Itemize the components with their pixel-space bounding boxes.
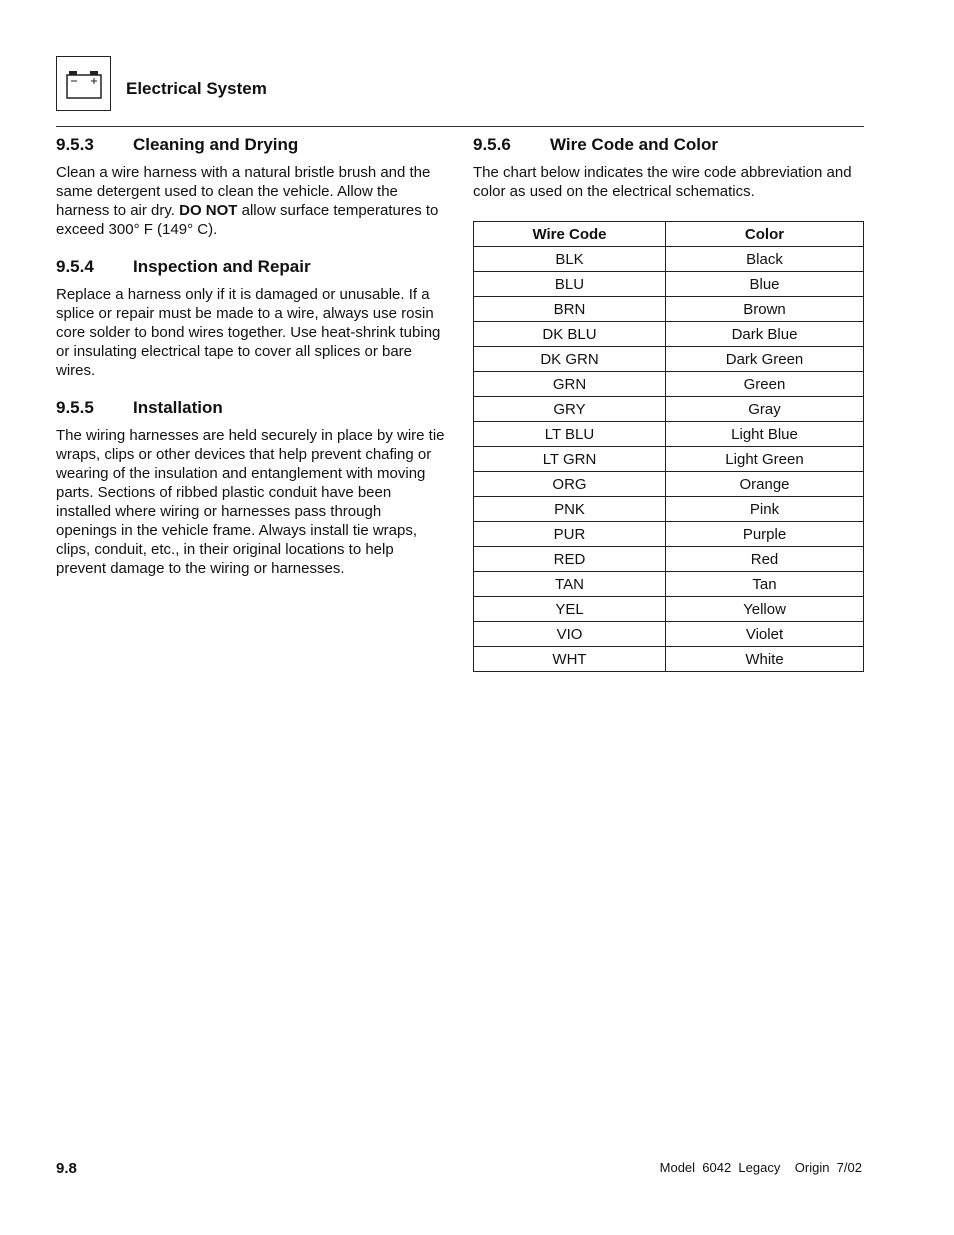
- color-cell: Light Blue: [666, 422, 864, 447]
- color-cell: Violet: [666, 622, 864, 647]
- section-body-cleaning: [56, 163, 446, 239]
- right-column: [473, 135, 865, 672]
- table-row: [474, 472, 864, 497]
- table-row: [474, 622, 864, 647]
- battery-icon-box: [56, 56, 111, 111]
- body-text: Clean a wire harness with a natural bristle brush and the same detergent used to clean the vehicle. Allow the harness to air dry.: [56, 164, 431, 219]
- emphasis-text: DO NOT: [179, 202, 238, 219]
- table-row: [474, 497, 864, 522]
- table-row: [474, 372, 864, 397]
- color-cell: Light Green: [666, 447, 864, 472]
- wire-code-table: [473, 221, 864, 672]
- wire-code-cell: GRN: [474, 372, 666, 397]
- wire-code-cell: YEL: [474, 597, 666, 622]
- body-text: allow surface temperatures to exceed 300° F (149° C).: [56, 202, 439, 238]
- section-number: 9.5.5: [56, 398, 94, 417]
- section-number: 9.5.4: [56, 257, 94, 276]
- footer-model-info: Model 6042 Legacy Origin 7/02: [659, 1160, 862, 1175]
- table-row: [474, 447, 864, 472]
- table-row: [474, 272, 864, 297]
- wire-code-cell: DK BLU: [474, 322, 666, 347]
- color-cell: Red: [666, 547, 864, 572]
- section-number: 9.5.3: [56, 135, 94, 154]
- wire-code-cell: WHT: [474, 647, 666, 672]
- table-row: [474, 572, 864, 597]
- table-row: [474, 422, 864, 447]
- color-cell: Dark Green: [666, 347, 864, 372]
- wire-code-cell: BLU: [474, 272, 666, 297]
- color-cell: Orange: [666, 472, 864, 497]
- color-cell: Pink: [666, 497, 864, 522]
- color-cell: Blue: [666, 272, 864, 297]
- table-row: [474, 347, 864, 372]
- section-heading-wirecode: [473, 135, 865, 155]
- section-body-wirecode: The chart below indicates the wire code abbreviation and color as used on the electrical schematics.: [473, 164, 852, 200]
- table-row: [474, 522, 864, 547]
- color-cell: Brown: [666, 297, 864, 322]
- column-header-color: Color: [666, 222, 864, 247]
- battery-icon: [66, 71, 102, 99]
- table-header-row: [474, 222, 864, 247]
- section-title: Installation: [133, 398, 223, 417]
- table-row: [474, 547, 864, 572]
- section-title: Cleaning and Drying: [133, 135, 299, 154]
- wire-code-cell: LT BLU: [474, 422, 666, 447]
- wire-code-cell: LT GRN: [474, 447, 666, 472]
- table-row: [474, 247, 864, 272]
- wire-code-cell: RED: [474, 547, 666, 572]
- table-row: [474, 647, 864, 672]
- table-row: [474, 322, 864, 347]
- wire-code-cell: PNK: [474, 497, 666, 522]
- color-cell: White: [666, 647, 864, 672]
- section-body-inspection: Replace a harness only if it is damaged or unusable. If a splice or repair must be made to a wire, always use rosin core solder to bond wires together. Use heat-shrink tubing or insulating electrical tape to cover all splices or bare wires.: [56, 286, 441, 379]
- section-number: 9.5.6: [473, 135, 511, 154]
- left-column: [56, 135, 446, 596]
- wire-code-cell: GRY: [474, 397, 666, 422]
- column-header-wire-code: Wire Code: [474, 222, 666, 247]
- color-cell: Purple: [666, 522, 864, 547]
- table-row: [474, 597, 864, 622]
- wire-code-cell: BLK: [474, 247, 666, 272]
- wire-code-cell: ORG: [474, 472, 666, 497]
- table-row: [474, 397, 864, 422]
- page-number: 9.8: [56, 1160, 77, 1177]
- color-cell: Yellow: [666, 597, 864, 622]
- table-row: [474, 297, 864, 322]
- section-title: Inspection and Repair: [133, 257, 311, 276]
- header-divider: [56, 126, 864, 127]
- section-body-installation: The wiring harnesses are held securely in place by wire tie wraps, clips or other devices that help prevent chafing or wearing of the insulation and entanglement with moving parts. Sections of ribbed plastic conduit have been installed where wiring or harnesses pass through openings in the vehicle frame. Always install tie wraps, clips, conduit, etc., in their original locations to help prevent damage to the wiring or harnesses.: [56, 427, 445, 577]
- color-cell: Gray: [666, 397, 864, 422]
- wire-code-cell: PUR: [474, 522, 666, 547]
- color-cell: Green: [666, 372, 864, 397]
- color-cell: Tan: [666, 572, 864, 597]
- page-header-title: Electrical System: [126, 79, 267, 98]
- section-heading-inspection: [56, 257, 446, 277]
- section-heading-cleaning: [56, 135, 446, 155]
- section-title: Wire Code and Color: [550, 135, 718, 154]
- wire-code-cell: BRN: [474, 297, 666, 322]
- color-cell: Black: [666, 247, 864, 272]
- wire-code-cell: VIO: [474, 622, 666, 647]
- section-heading-installation: [56, 398, 446, 418]
- color-cell: Dark Blue: [666, 322, 864, 347]
- wire-code-cell: TAN: [474, 572, 666, 597]
- wire-code-cell: DK GRN: [474, 347, 666, 372]
